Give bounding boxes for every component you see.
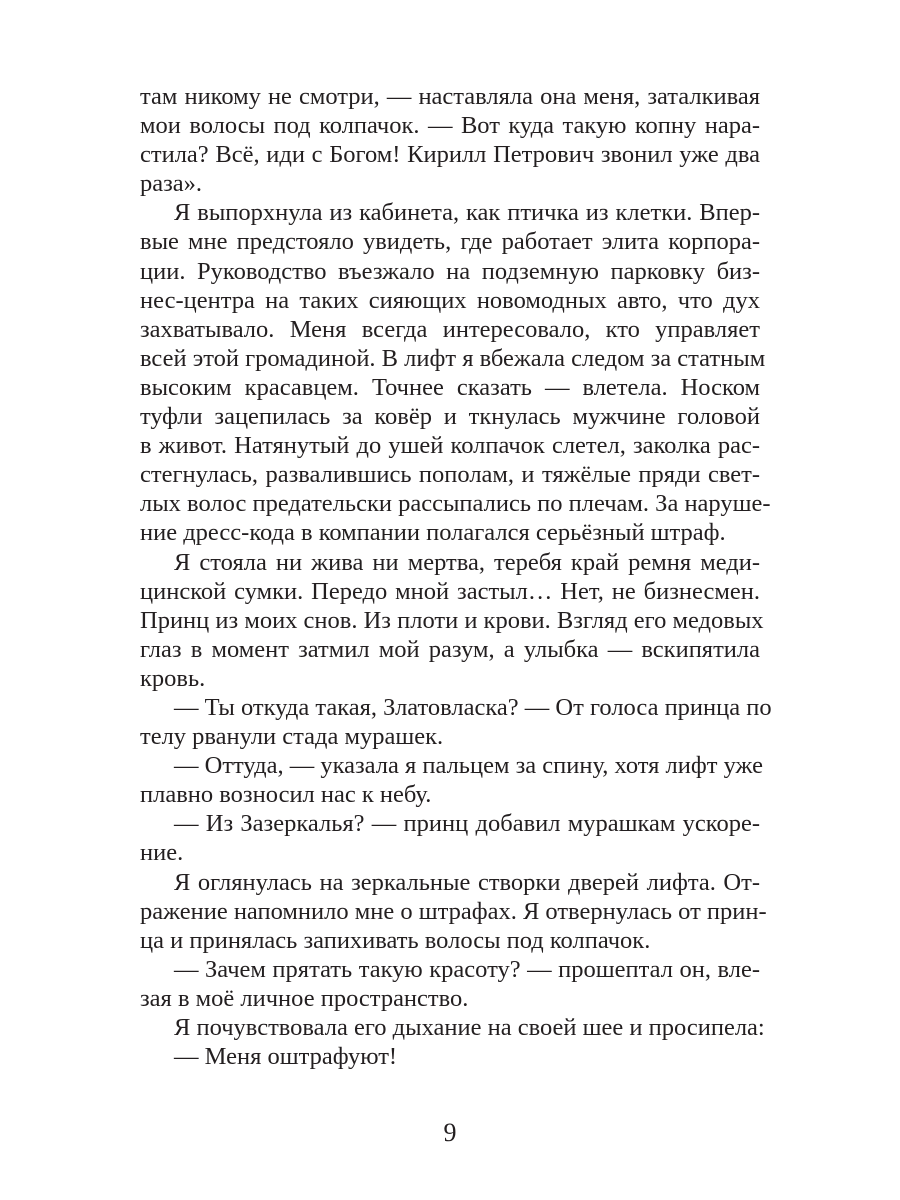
text-line: вые мне предстояло увидеть, где работает элита корпора- (140, 228, 760, 256)
paragraph-first-line: — Оттуда, — указала я пальцем за спину, хотя лифт уже (174, 752, 763, 780)
text-line: глаз в момент затмил мой разум, а улыбка — вскипятила (140, 635, 760, 663)
text-line: раза». (140, 170, 203, 198)
text-line: зая в моё личное пространство. (140, 984, 469, 1012)
text-line: Принц из моих снов. Из плоти и крови. Взгляд его медовых (140, 606, 764, 634)
text-line: ции. Руководство въезжало на подземную парковку биз- (140, 257, 760, 285)
page-number: 9 (443, 1118, 457, 1147)
text-line: ние дресс-кода в компании полагался серьёзный штраф. (140, 519, 726, 547)
text-line: в живот. Натянутый до ушей колпачок слетел, заколка рас- (140, 432, 760, 460)
paragraph-first-line: — Зачем прятать такую красоту? — прошептал он, вле- (174, 955, 760, 983)
text-line: туфли зацепилась за ковёр и ткнулась мужчине головой (140, 403, 760, 431)
text-line: стегнулась, развалившись пополам, и тяжёлые пряди свет- (140, 461, 760, 489)
text-line: лых волос предательски рассыпались по плечам. За наруше- (140, 490, 771, 518)
text-line: плавно возносил нас к небу. (140, 781, 432, 809)
text-line: нес-центра на таких сияющих новомодных авто, что дух (140, 286, 760, 314)
paragraph-first-line: — Из Зазеркалья? — принц добавил мурашкам ускоре- (174, 810, 760, 838)
text-line: цинской сумки. Передо мной застыл… Нет, не бизнесмен. (140, 577, 760, 605)
text-line: ца и принялась запихивать волосы под колпачок. (140, 926, 651, 954)
text-line: там никому не смотри, — наставляла она меня, заталкивая (140, 83, 760, 110)
book-page-text (140, 82, 772, 1071)
text-line: высоким красавцем. Точнее сказать — влетела. Носком (140, 373, 760, 401)
text-line: телу рванули стада мурашек. (140, 723, 444, 751)
text-line: ражение напомнило мне о штрафах. Я отвернулась от прин- (140, 897, 767, 925)
text-line: захватывало. Меня всегда интересовало, кто управляет (140, 315, 760, 343)
text-line: всей этой громадиной. В лифт я вбежала следом за статным (140, 344, 766, 372)
paragraph-first-line: Я стояла ни жива ни мертва, теребя край ремня меди- (174, 548, 760, 576)
paragraph-first-line: Я выпорхнула из кабинета, как птичка из клетки. Впер- (174, 199, 760, 227)
paragraph-first-line: — Меня оштрафуют! (174, 1043, 398, 1071)
text-line: ние. (140, 839, 184, 867)
text-line: мои волосы под колпачок. — Вот куда такую копну нара- (140, 112, 760, 140)
text-line: стила? Всё, иди с Богом! Кирилл Петрович звонил уже два (140, 141, 760, 169)
text-line: кровь. (140, 664, 206, 692)
paragraph-first-line: — Ты откуда такая, Златовласка? — От голоса принца по (174, 693, 772, 721)
paragraph-first-line: Я почувствовала его дыхание на своей шее и просипела: (174, 1014, 765, 1041)
paragraph-first-line: Я оглянулась на зеркальные створки дверей лифта. От- (174, 868, 760, 896)
